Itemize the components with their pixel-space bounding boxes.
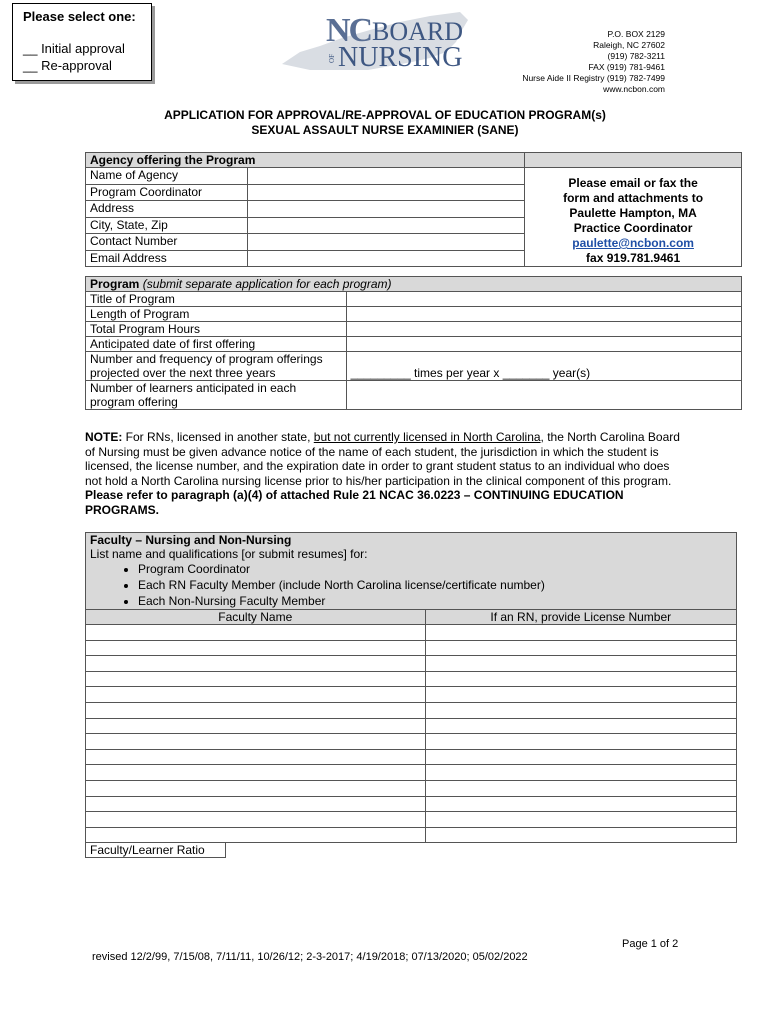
program-header-note: (submit separate application for each program) (139, 277, 392, 291)
initial-approval-option[interactable]: __ Initial approval (23, 41, 125, 56)
program-length-input[interactable] (346, 307, 741, 322)
license-number-cell[interactable] (425, 734, 737, 750)
faculty-name-cell[interactable] (86, 671, 426, 687)
logo-board: BOARD (372, 17, 464, 46)
agency-field-label: Program Coordinator (86, 184, 248, 201)
faculty-bullet: • Each Non-Nursing Faculty Member (138, 593, 732, 609)
po-box: P.O. BOX 2129 (607, 29, 665, 39)
faculty-name-cell[interactable] (86, 780, 426, 796)
rn-licensing-note (85, 430, 685, 518)
agency-header: Agency offering the Program (86, 153, 525, 168)
faculty-name-column-header: Faculty Name (86, 610, 426, 625)
send-email-link[interactable]: paulette@ncbon.com (572, 236, 694, 250)
logo-nursing: NURSING (338, 42, 463, 73)
agency-field-label: Name of Agency (86, 168, 248, 185)
city-state-zip-input[interactable] (247, 217, 524, 234)
faculty-name-cell[interactable] (86, 749, 426, 765)
city-zip: Raleigh, NC 27602 (593, 40, 665, 50)
note-text-b: , the North Carolina Board of Nursing must be given advance notice of the name of each student, the jurisdiction in which the student is licensed, the license number, and the expiration date in order to grant student status to an individual who does not hold a North Carolina nursing license prior to his/her participation in the clinical component of this program. (85, 430, 680, 488)
agency-field-label: Email Address (86, 250, 248, 267)
frequency-label-line-1: Number and frequency of program offerings (90, 352, 323, 366)
program-field-label: Length of Program (86, 307, 347, 322)
program-coordinator-input[interactable] (247, 184, 524, 201)
faculty-name-cell[interactable] (86, 718, 426, 734)
agency-table (85, 152, 742, 267)
faculty-bullet: • Program Coordinator (138, 561, 732, 577)
license-number-cell[interactable] (425, 765, 737, 781)
send-name: Paulette Hampton, MA (569, 206, 697, 220)
first-offering-date-input[interactable] (346, 337, 741, 352)
registry-phone: Nurse Aide II Registry (919) 782-7499 (522, 73, 665, 83)
address-input[interactable] (247, 201, 524, 218)
frequency-label-line-2: projected over the next three years (90, 366, 276, 380)
note-text-a: For RNs, licensed in another state, (122, 430, 314, 444)
program-header-bold: Program (90, 277, 140, 291)
page-number: Page 1 of 2 (622, 938, 679, 950)
faculty-name-cell[interactable] (86, 656, 426, 672)
faculty-name-cell[interactable] (86, 734, 426, 750)
license-number-cell[interactable] (425, 687, 737, 703)
send-line-1: Please email or fax the (568, 176, 698, 190)
faculty-table (85, 532, 737, 858)
license-number-cell[interactable] (425, 827, 737, 843)
program-title-input[interactable] (346, 292, 741, 307)
agency-name-input[interactable] (247, 168, 524, 185)
program-hours-input[interactable] (346, 322, 741, 337)
note-text-bold: Please refer to paragraph (a)(4) of attached Rule 21 NCAC 36.0223 – CONTINUING EDUCATION PROGRAMS. (85, 488, 624, 517)
send-instructions (525, 168, 742, 267)
frequency-input[interactable]: _________ times per year x _______ year(s) (346, 352, 741, 381)
title-line-1: APPLICATION FOR APPROVAL/RE-APPROVAL OF EDUCATION PROGRAM(s) (164, 108, 606, 122)
ratio-spacer (425, 843, 737, 858)
reapproval-option[interactable]: __ Re-approval (23, 58, 112, 73)
license-number-cell[interactable] (425, 796, 737, 812)
faculty-name-cell[interactable] (86, 765, 426, 781)
ncbon-logo (280, 8, 475, 80)
document-title (0, 108, 770, 138)
learners-input[interactable] (346, 381, 741, 410)
send-line-2: form and attachments to (563, 191, 704, 205)
title-line-2: SEXUAL ASSAULT NURSE EXAMINIER (SANE) (251, 123, 519, 137)
learners-label-line-2: program offering (90, 395, 178, 409)
logo-of: OF (328, 54, 336, 63)
agency-field-label: Contact Number (86, 234, 248, 251)
select-title: Please select one: (23, 9, 136, 24)
program-header (86, 277, 742, 292)
faculty-header-block (86, 533, 737, 610)
faculty-name-cell[interactable] (86, 702, 426, 718)
license-number-cell[interactable] (425, 656, 737, 672)
program-field-label: Title of Program (86, 292, 347, 307)
board-contact-info (522, 29, 665, 95)
learners-label-line-1: Number of learners anticipated in each (90, 381, 297, 395)
faculty-header: Faculty – Nursing and Non-Nursing (90, 533, 292, 547)
faculty-name-cell[interactable] (86, 640, 426, 656)
revision-dates: revised 12/2/99, 7/15/08, 7/11/11, 10/26/12; 2-3-2017; 4/19/2018; 07/13/2020; 05/02/2022 (92, 951, 528, 963)
faculty-name-cell[interactable] (86, 812, 426, 828)
send-fax: fax 919.781.9461 (586, 251, 681, 265)
license-number-cell[interactable] (425, 625, 737, 641)
license-number-cell[interactable] (425, 702, 737, 718)
agency-field-label: City, State, Zip (86, 217, 248, 234)
send-role: Practice Coordinator (573, 221, 693, 235)
license-column-header: If an RN, provide License Number (425, 610, 737, 625)
program-table (85, 276, 742, 410)
agency-field-label: Address (86, 201, 248, 218)
note-text-underlined: but not currently licensed in North Carolina (313, 430, 541, 444)
faculty-learner-ratio-input[interactable] (225, 843, 425, 858)
license-number-cell[interactable] (425, 718, 737, 734)
license-number-cell[interactable] (425, 640, 737, 656)
learners-label (86, 381, 347, 410)
note-label: NOTE: (85, 430, 123, 444)
faculty-name-cell[interactable] (86, 796, 426, 812)
program-field-label: Anticipated date of first offering (86, 337, 347, 352)
license-number-cell[interactable] (425, 812, 737, 828)
program-field-label: Total Program Hours (86, 322, 347, 337)
faculty-name-cell[interactable] (86, 687, 426, 703)
fax: FAX (919) 781-9461 (588, 62, 665, 72)
contact-number-input[interactable] (247, 234, 524, 251)
license-number-cell[interactable] (425, 780, 737, 796)
email-address-input[interactable] (247, 250, 524, 267)
faculty-intro: List name and qualifications [or submit resumes] for: (90, 547, 368, 561)
faculty-learner-ratio-label: Faculty/Learner Ratio (86, 843, 226, 858)
faculty-bullet-list (90, 561, 732, 609)
faculty-name-cell[interactable] (86, 625, 426, 641)
website[interactable]: www.ncbon.com (603, 84, 665, 94)
license-number-cell[interactable] (425, 671, 737, 687)
logo-nc: NC (326, 12, 372, 49)
faculty-name-cell[interactable] (86, 827, 426, 843)
phone: (919) 782-3211 (607, 51, 665, 61)
frequency-label (86, 352, 347, 381)
approval-select-box (12, 3, 152, 81)
faculty-bullet: • Each RN Faculty Member (include North Carolina license/certificate number) (138, 577, 732, 593)
agency-header-blank (525, 153, 742, 168)
license-number-cell[interactable] (425, 749, 737, 765)
